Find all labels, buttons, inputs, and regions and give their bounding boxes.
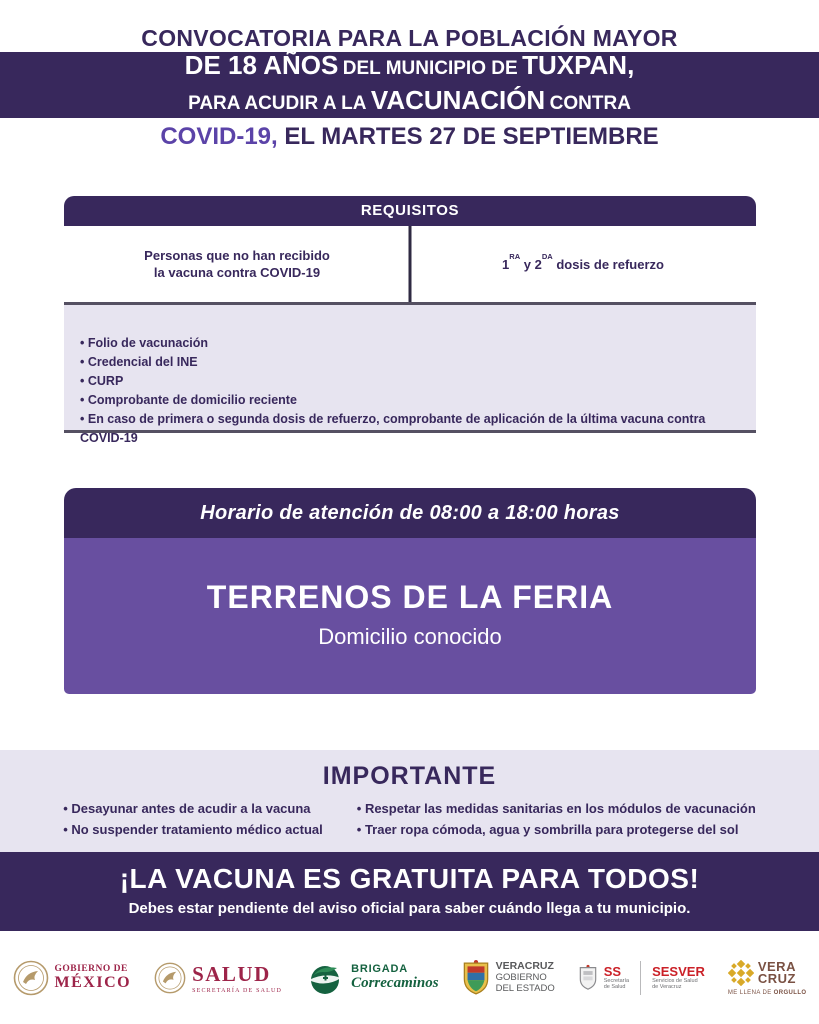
headline-band bbox=[0, 52, 819, 118]
headline-date-line bbox=[0, 123, 819, 151]
schedule-box bbox=[64, 488, 756, 694]
requirement-item: • Folio de vacunación bbox=[80, 334, 742, 353]
logo-divider bbox=[640, 961, 641, 995]
requirements-column-boosters bbox=[410, 226, 756, 302]
schedule-hours: Horario de atención de 08:00 a 18:00 horas bbox=[64, 488, 756, 538]
gobierno-mexico-wordmark: GOBIERNO DE MÉXICO bbox=[54, 963, 132, 991]
headline-band-line2 bbox=[188, 85, 631, 120]
banner-subtitle: Debes estar pendiente del aviso oficial para saber cuándo llega a tu municipio. bbox=[128, 900, 691, 917]
important-column-left bbox=[63, 798, 323, 840]
important-title: IMPORTANTE bbox=[322, 762, 497, 790]
ss-wordmark: SS Secretaría de Salud bbox=[603, 963, 630, 990]
requirement-item: • Credencial del INE bbox=[80, 353, 742, 372]
requirements-columns bbox=[64, 226, 756, 302]
footer-logos bbox=[0, 931, 819, 1024]
important-item: • Traer ropa cómoda, agua y sombrilla para protegerse del sol bbox=[357, 819, 756, 840]
salud-wordmark: SALUD SECRETARÍA DE SALUD bbox=[192, 961, 283, 994]
vaccination-address: Domicilio conocido bbox=[318, 624, 502, 649]
mexico-eagle-seal-icon bbox=[13, 960, 49, 996]
veracruz-tagline: ME LLENA DE ORGULLO bbox=[727, 989, 807, 996]
vaccination-location: TERRENOS DE LA FERIA bbox=[206, 579, 614, 615]
logo-veracruz-orgullo bbox=[728, 960, 807, 996]
veracruz-orgullo-lockup bbox=[728, 960, 796, 986]
unvaccinated-line1: Personas que no han recibido bbox=[144, 248, 330, 263]
headline-line1: CONVOCATORIA PARA LA POBLACIÓN MAYOR bbox=[141, 25, 678, 51]
important-columns bbox=[0, 798, 819, 840]
columns-divider bbox=[409, 226, 412, 302]
logo-secretaria-salud bbox=[154, 962, 282, 994]
band-text-tuxpan: TUXPAN, bbox=[522, 50, 635, 80]
requirement-item: • CURP bbox=[80, 372, 742, 391]
band-text-acudir: PARA ACUDIR A LA bbox=[188, 93, 367, 114]
requirements-list bbox=[64, 302, 756, 445]
schedule-body bbox=[64, 538, 756, 694]
band-text-vacunacion: VACUNACIÓN bbox=[370, 85, 546, 115]
important-item: • Desayunar antes de acudir a la vacuna bbox=[63, 798, 323, 819]
veracruz-coat-of-arms-icon bbox=[462, 960, 490, 996]
veracruz-wordmark: VERA CRUZ bbox=[757, 958, 796, 986]
ss-shield-icon bbox=[578, 964, 598, 992]
requirements-header: REQUISITOS bbox=[64, 196, 756, 226]
brigada-wordmark: BRIGADA Correcaminos bbox=[351, 963, 439, 991]
requirements-box bbox=[64, 196, 756, 445]
unvaccinated-line2: la vacuna contra COVID-19 bbox=[153, 265, 321, 280]
band-text-municipio: DEL MUNICIPIO DE bbox=[342, 58, 518, 79]
logo-gobierno-de-mexico bbox=[13, 960, 132, 996]
important-section bbox=[0, 750, 819, 852]
date-text: EL MARTES 27 DE SEPTIEMBRE bbox=[284, 123, 659, 150]
free-vaccine-banner bbox=[0, 852, 819, 931]
requirement-item: • Comprobante de domicilio reciente bbox=[80, 391, 742, 410]
important-item: • Respetar las medidas sanitarias en los módulos de vacunación bbox=[357, 798, 756, 819]
important-item: • No suspender tratamiento médico actual bbox=[63, 819, 323, 840]
logo-veracruz-gobierno bbox=[462, 960, 555, 996]
logo-brigada-correcaminos bbox=[305, 959, 439, 997]
boosters-line: $1^{RA}$ y $2^{DA}$ dosis de refuerzo bbox=[502, 252, 664, 272]
correcaminos-bird-icon bbox=[305, 959, 345, 997]
veracruz-gobierno-wordmark: VERACRUZ GOBIERNO DEL ESTADO bbox=[495, 960, 555, 994]
band-text-age: DE 18 AÑOS bbox=[184, 50, 339, 80]
band-text-contra: CONTRA bbox=[549, 93, 631, 114]
veracruz-pattern-icon bbox=[728, 960, 754, 986]
requirements-column-unvaccinated bbox=[64, 226, 410, 302]
important-column-right bbox=[357, 798, 756, 840]
covid19-accent-text: COVID-19, bbox=[160, 123, 278, 150]
requirement-item: • En caso de primera o segunda dosis de refuerzo, comprobante de aplicación de la última vacuna contra COVID-19 bbox=[80, 410, 742, 448]
banner-title: ¡LA VACUNA ES GRATUITA PARA TODOS! bbox=[119, 863, 700, 894]
salud-eagle-seal-icon bbox=[154, 962, 186, 994]
logo-ss-sesver bbox=[578, 961, 705, 995]
headline-band-line1 bbox=[185, 50, 635, 85]
sesver-wordmark: SESVER Servicios de Salud de Veracruz bbox=[652, 963, 705, 990]
